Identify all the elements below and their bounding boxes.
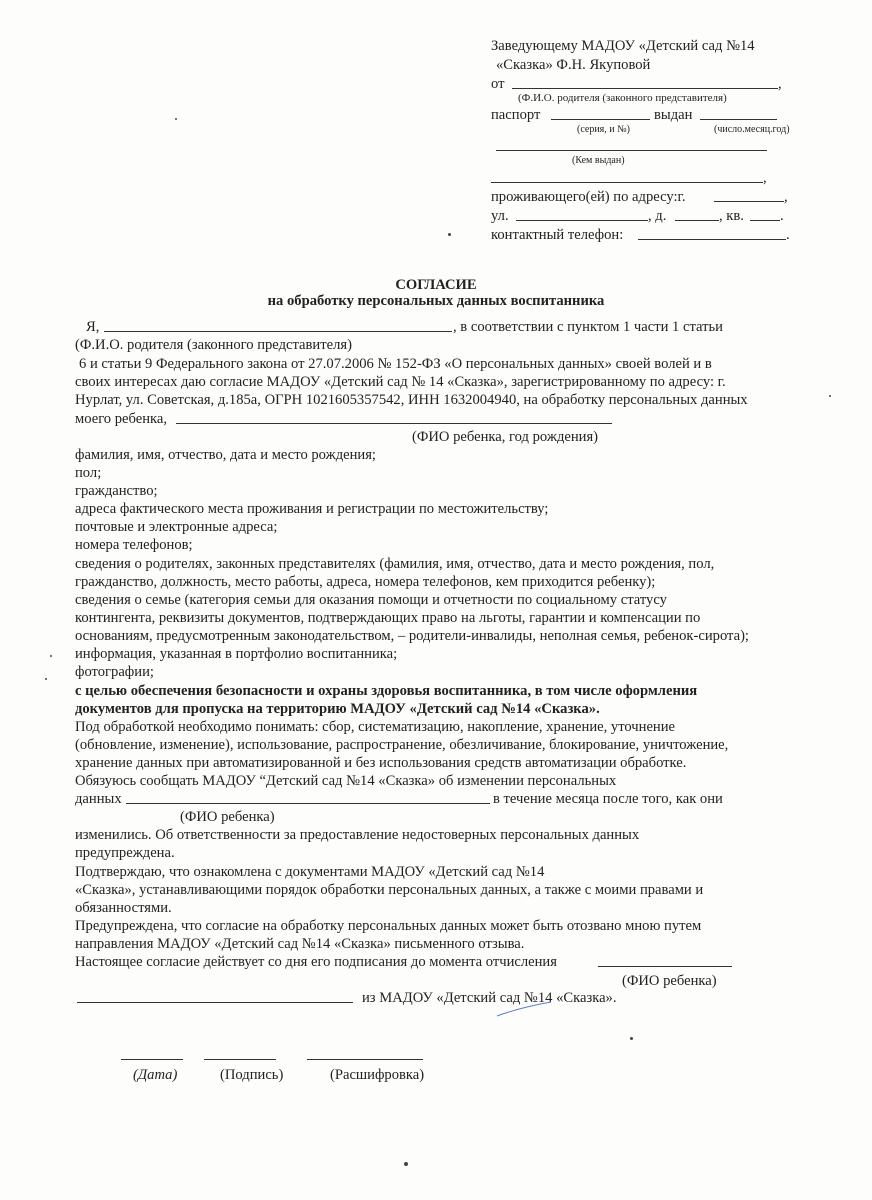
parent-caption-header: (Ф.И.О. родителя (законного представителя)	[518, 92, 727, 104]
passport-field[interactable]	[551, 119, 650, 120]
validity-line-1: Настоящее согласие действует со дня его подписания до момента отчисления	[75, 954, 557, 970]
data-item-3: гражданство;	[75, 483, 158, 499]
paragraph-1-line-4: моего ребенка,	[75, 411, 168, 427]
child-caption-3: (ФИО ребенка)	[622, 973, 717, 989]
purpose-line-2: документов для пропуска на территорию МАДОУ «Детский сад №14 «Сказка».	[75, 701, 600, 717]
scan-speck	[45, 678, 47, 680]
date-caption: (число.месяц.год)	[714, 124, 790, 135]
scan-speck	[630, 1037, 633, 1040]
paragraph-1-line-1: 6 и статьи 9 Федерального закона от 27.07.2006 № 152-ФЗ «О персональных данных» своей волей и в	[79, 356, 712, 372]
series-caption: (серия, и №)	[577, 124, 631, 135]
parent-caption-body: (Ф.И.О. родителя (законного представителя)	[75, 337, 352, 353]
data-item-7: сведения о родителях, законных представителях (фамилия, имя, отчество, дата и место рождения, пол,	[75, 556, 715, 572]
child-name-field-2[interactable]	[126, 803, 490, 804]
obligation-line-3: изменились. Об ответственности за предоставление недостоверных персональных данных	[75, 827, 640, 843]
obligation-line-4: предупреждена.	[75, 845, 175, 861]
pen-stroke-mark	[495, 1000, 555, 1020]
phone-end: .	[786, 227, 790, 243]
issuer-caption: (Кем выдан)	[572, 155, 625, 166]
i-tail: , в соответствии с пунктом 1 части 1 статьи	[453, 319, 723, 335]
flat-field[interactable]	[750, 220, 780, 221]
decode-caption: (Расшифровка)	[330, 1067, 425, 1083]
decode-field[interactable]	[307, 1059, 423, 1060]
scan-speck	[404, 1162, 408, 1166]
phone-field[interactable]	[638, 239, 786, 240]
purpose-line-1: с целью обеспечения безопасности и охраны здоровья воспитанника, в том числе оформления	[75, 683, 698, 699]
warning-line-2: направления МАДОУ «Детский сад №14 «Сказка» письменного отзыва.	[75, 936, 525, 952]
from-label: от	[491, 76, 505, 92]
data-item-6: номера телефонов;	[75, 537, 193, 553]
child-name-field[interactable]	[176, 423, 612, 424]
issuer-field[interactable]	[496, 150, 767, 151]
from-field[interactable]	[512, 88, 778, 89]
processing-line-2: (обновление, изменение), использование, распространение, обезличивание, блокирование, уничтожение,	[75, 737, 729, 753]
child-name-field-4[interactable]	[77, 1002, 353, 1003]
scan-speck	[829, 395, 831, 397]
scan-speck	[50, 655, 52, 657]
processing-line-1: Под обработкой необходимо понимать: сбор, систематизацию, накопление, хранение, уточнение	[75, 719, 676, 735]
house-label: , д.	[648, 208, 667, 224]
obligation-tail: в течение месяца после того, как они	[493, 791, 723, 807]
signature-field[interactable]	[204, 1059, 276, 1060]
parent-name-field[interactable]	[104, 331, 452, 332]
phone-label: контактный телефон:	[491, 227, 624, 243]
date-caption: (Дата)	[133, 1067, 178, 1083]
data-item-12: информация, указанная в портфолио воспитанника;	[75, 646, 398, 662]
data-item-11: основаниям, предусмотренным законодательством, – родители-инвалиды, неполная семья, ребенок-сирота);	[75, 628, 749, 644]
signature-caption: (Подпись)	[220, 1067, 284, 1083]
data-item-2: пол;	[75, 465, 102, 481]
obligation-line-1: Обязуюсь сообщать МАДОУ “Детский сад №14 «Сказка» об изменении персональных	[75, 773, 617, 789]
passport-label: паспорт	[491, 107, 541, 123]
child-caption: (ФИО ребенка, год рождения)	[412, 429, 599, 445]
data-item-9: сведения о семье (категория семьи для оказания помощи и отчетности по социальному статусу	[75, 592, 667, 608]
issuer-field-2[interactable]	[491, 182, 763, 183]
warning-line-1: Предупреждена, что согласие на обработку персональных данных может быть отозвано мною путем	[75, 918, 702, 934]
data-item-4: адреса фактического места проживания и регистрации по местожительству;	[75, 501, 549, 517]
i-label: Я,	[86, 319, 100, 335]
address-end: ,	[784, 189, 788, 205]
issued-label: выдан	[654, 107, 693, 123]
flat-label: , кв.	[719, 208, 744, 224]
data-item-13: фотографии;	[75, 664, 154, 680]
issuer-end: ,	[763, 170, 767, 186]
doc-title: СОГЛАСИЕ	[395, 277, 477, 293]
flat-end: .	[780, 208, 784, 224]
doc-subtitle: на обработку персональных данных воспитанника	[267, 293, 605, 309]
validity-tail: из МАДОУ «Детский сад №14 «Сказка».	[362, 990, 617, 1006]
data-item-8: гражданство, должность, место работы, адреса, номера телефонов, кем приходится ребенку);	[75, 574, 656, 590]
obligation-data-label: данных	[75, 791, 122, 807]
data-item-10: контингента, реквизиты документов, подтверждающих право на льготы, гарантии и компенсации по	[75, 610, 701, 626]
street-label: ул.	[491, 208, 509, 224]
paragraph-1-line-3: Нурлат, ул. Советская, д.185а, ОГРН 1021605357542, ИНН 1632004940, на обработку персональных данных	[75, 392, 748, 408]
scan-speck	[175, 118, 177, 120]
addressee-line-1: Заведующему МАДОУ «Детский сад №14	[491, 38, 755, 54]
date-field[interactable]	[121, 1059, 183, 1060]
scan-speck	[448, 233, 451, 236]
data-item-5: почтовые и электронные адреса;	[75, 519, 278, 535]
house-field[interactable]	[675, 220, 719, 221]
from-end: ,	[778, 76, 782, 92]
confirm-line-1: Подтверждаю, что ознакомлена с документами МАДОУ «Детский сад №14	[75, 864, 545, 880]
data-item-1: фамилия, имя, отчество, дата и место рождения;	[75, 447, 376, 463]
street-field[interactable]	[516, 220, 648, 221]
paragraph-1-line-2: своих интересах даю согласие МАДОУ «Детский сад № 14 «Сказка», зарегистрированному по адресу: г.	[75, 374, 726, 390]
child-caption-2: (ФИО ребенка)	[180, 809, 275, 825]
address-label: проживающего(ей) по адресу:г.	[491, 189, 686, 205]
confirm-line-2: «Сказка», устанавливающими порядок обработки персональных данных, а также с моими правами и	[75, 882, 704, 898]
city-field[interactable]	[714, 201, 784, 202]
child-name-field-3[interactable]	[598, 966, 732, 967]
addressee-line-2: «Сказка» Ф.Н. Якуповой	[496, 57, 651, 73]
confirm-line-3: обязанностями.	[75, 900, 172, 916]
issued-date-field[interactable]	[700, 119, 777, 120]
processing-line-3: хранение данных при автоматизированной и без использования средств автоматизации обработке.	[75, 755, 687, 771]
